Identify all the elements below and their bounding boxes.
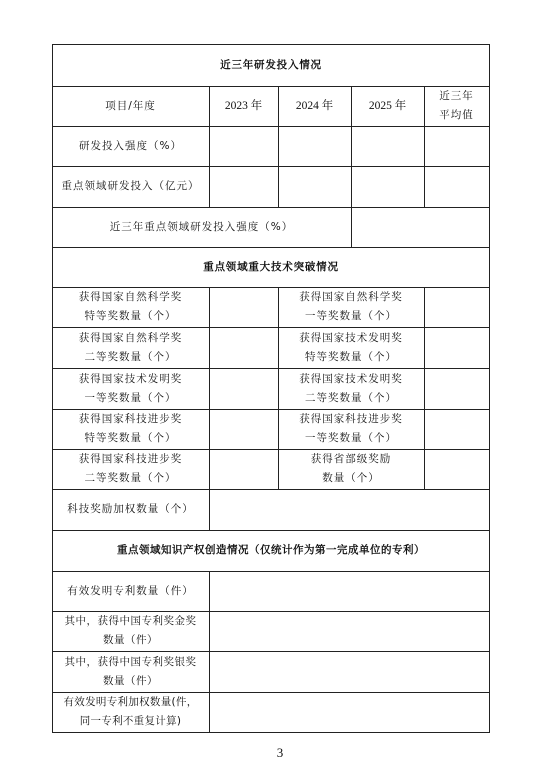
page-number: 3 (276, 745, 284, 760)
input-natural-science-second[interactable] (210, 328, 277, 367)
input-invention-special[interactable] (425, 328, 488, 367)
input-key-invest-2024[interactable] (279, 167, 350, 206)
input-patent-gold-award[interactable] (210, 612, 488, 650)
header-three-year-average: 近三年 平均值 (439, 90, 474, 121)
label-natural-science-second: 获得国家自然科学奖 二等奖数量（个） (78, 331, 183, 363)
row-label-rd-intensity: 研发投入强度（%） (79, 139, 182, 152)
input-provincial-awards[interactable] (425, 450, 488, 488)
label-patent-silver-award: 其中，获得中国专利奖银奖 数量（件） (64, 655, 197, 687)
input-key-invest-2025[interactable] (352, 167, 423, 206)
input-weighted-awards[interactable] (210, 490, 488, 529)
label-invention-first: 获得国家技术发明奖 一等奖数量（个） (78, 372, 183, 404)
label-weighted-patents: 有效发明专利加权数量(件， 同一专利不重复计算) (63, 696, 198, 727)
input-rd-intensity-2025[interactable] (352, 127, 423, 165)
table-border-bottom (52, 732, 490, 733)
input-progress-special[interactable] (210, 410, 277, 448)
row-label-key-field-rd-intensity: 近三年重点领域研发投入强度（%） (109, 220, 294, 233)
label-progress-special: 获得国家科技进步奖 特等奖数量（个） (78, 413, 183, 444)
row-label-key-field-rd-investment: 重点领域研发投入（亿元） (61, 180, 200, 192)
input-natural-science-first[interactable] (425, 288, 488, 326)
header-item-year: 项目/年度 (105, 99, 156, 112)
input-weighted-patents[interactable] (210, 693, 488, 731)
label-patent-gold-award: 其中，获得中国专利奖金奖 数量（件） (64, 615, 197, 646)
input-valid-invention-patents[interactable] (210, 572, 488, 610)
ip-section-title: 重点领域知识产权创造情况（仅统计作为第一完成单位的专利） (117, 544, 425, 556)
label-provincial-awards: 获得省部级奖励 数量（个） (310, 453, 392, 484)
input-key-intensity[interactable] (352, 208, 488, 246)
label-natural-science-special: 获得国家自然科学奖 特等奖数量（个） (78, 291, 183, 322)
label-invention-special: 获得国家技术发明奖 特等奖数量（个） (299, 331, 403, 363)
input-invention-first[interactable] (210, 369, 277, 408)
breakthrough-section-title: 重点领域重大技术突破情况 (203, 260, 339, 273)
input-patent-silver-award[interactable] (210, 652, 488, 691)
input-rd-intensity-avg[interactable] (425, 127, 488, 165)
label-invention-second: 获得国家技术发明奖 二等奖数量（个） (299, 372, 403, 404)
input-natural-science-special[interactable] (210, 288, 277, 326)
label-valid-invention-patents: 有效发明专利数量（件） (67, 584, 194, 597)
input-invention-second[interactable] (425, 369, 488, 408)
header-2023: 2023 年 (224, 99, 263, 112)
label-natural-science-first: 获得国家自然科学奖 一等奖数量（个） (299, 291, 403, 322)
input-rd-intensity-2023[interactable] (210, 127, 277, 165)
table-border-right (489, 44, 490, 733)
label-weighted-awards: 科技奖励加权数量（个） (67, 503, 194, 515)
input-key-invest-2023[interactable] (210, 167, 277, 206)
input-progress-first[interactable] (425, 410, 488, 448)
input-rd-intensity-2024[interactable] (279, 127, 350, 165)
label-progress-first: 获得国家科技进步奖 一等奖数量（个） (299, 413, 403, 444)
header-2024: 2024 年 (295, 99, 334, 112)
rd-section-title: 近三年研发投入情况 (220, 58, 322, 71)
input-progress-second[interactable] (210, 450, 277, 488)
label-progress-second: 获得国家科技进步奖 二等奖数量（个） (78, 453, 183, 484)
input-key-invest-avg[interactable] (425, 167, 488, 206)
header-2025: 2025 年 (368, 99, 407, 112)
